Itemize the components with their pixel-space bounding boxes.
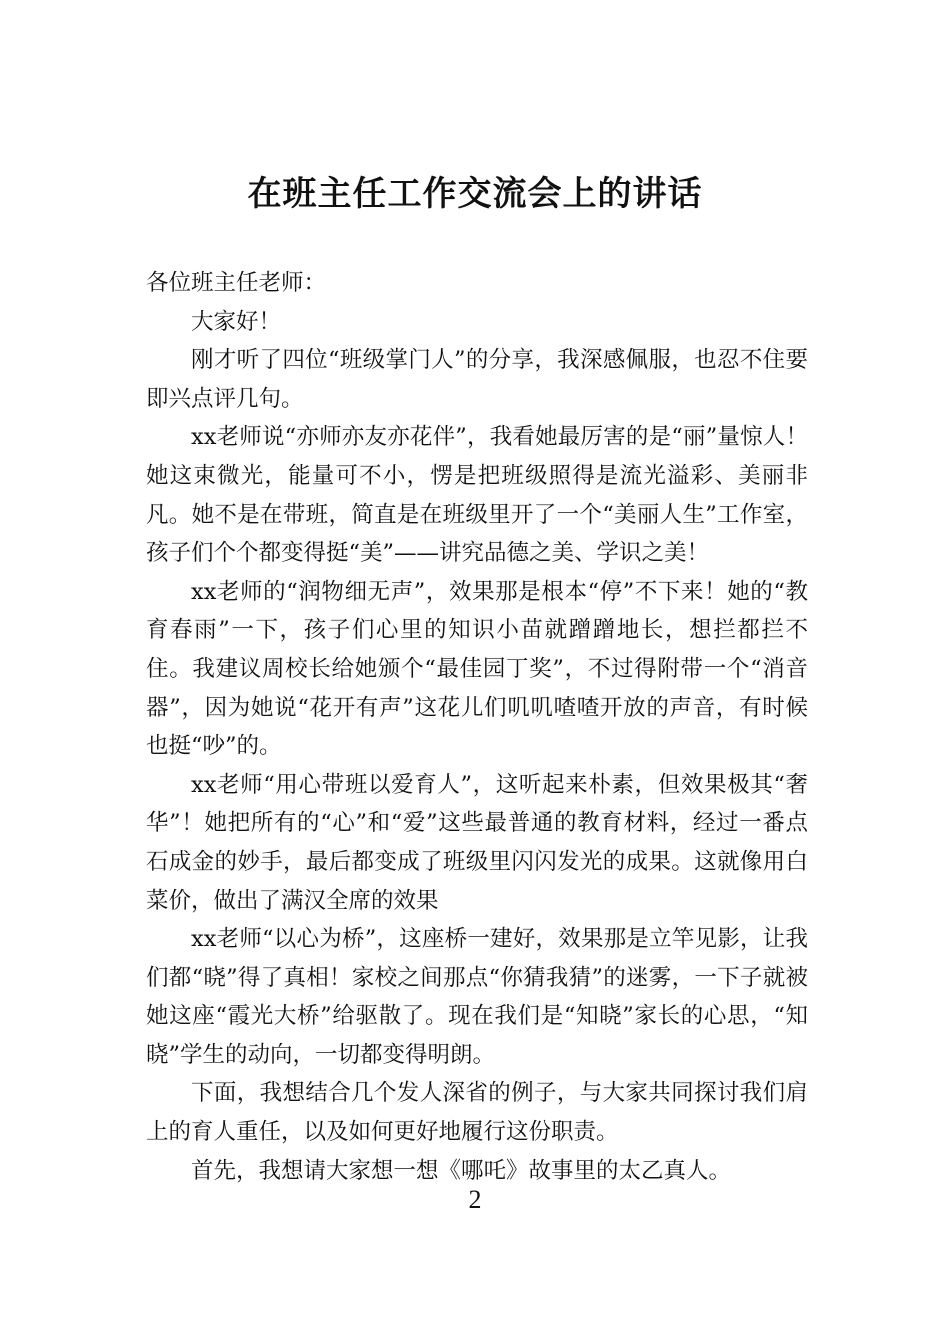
paragraph-first-point: 首先，我想请大家想一想《哪吒》故事里的太乙真人。 xyxy=(191,1157,732,1184)
paragraph-teacher-4: xx老师“以心为桥”，这座桥一建好，效果那是立竿见影，让我们都“晓”得了真相！家校之间那点“你猜我猜”的迷雾，一下子就被她这座“霞光大桥”给驱散了。现在我们是“知晓”家长的心思，“知晓”学生的动向，一切都变得明朗。 xyxy=(146,926,808,1068)
paragraph-intro: 刚才听了四位“班级掌门人”的分享，我深感佩服，也忍不住要即兴点评几句。 xyxy=(146,347,808,412)
paragraph-teacher-3: xx老师“用心带班以爱育人”，这听起来朴素，但效果极其“奢华”！她把所有的“心”和“爱”这些最普通的教育材料，经过一番点石成金的妙手，最后都变成了班级里闪闪发光的成果。这就像用白菜价，做出了满汉全席的效果 xyxy=(146,771,808,914)
paragraph-greeting: 大家好！ xyxy=(191,308,282,335)
page-number: 2 xyxy=(468,1185,482,1214)
paragraph-teacher-1: xx老师说“亦师亦友亦花伴”，我看她最厉害的是“丽”量惊人！她这束微光，能量可不小，愣是把班级照得是流光溢彩、美丽非凡。她不是在带班，简直是在班级里开了一个“美丽人生”工作室，孩子们个个都变得挺“美”——讲究品德之美、学识之美！ xyxy=(146,424,808,567)
paragraph-teacher-2: xx老师的“润物细无声”，效果那是根本“停”不下来！她的“教育春雨”一下，孩子们心里的知识小苗就蹭蹭地长，想拦都拦不住。我建议周校长给她颁个“最佳园丁奖”，不过得附带一个“消音器”，因为她说“花开有声”这花儿们叽叽喳喳开放的声音，有时候也挺“吵”的。 xyxy=(146,578,808,760)
document-body xyxy=(146,264,808,1190)
salutation: 各位班主任老师： xyxy=(146,270,327,296)
document-title: 在班主任工作交流会上的讲话 xyxy=(247,174,703,214)
paragraph-transition: 下面，我想结合几个发人深省的例子，与大家共同探讨我们肩上的育人重任，以及如何更好地履行这份职责。 xyxy=(146,1080,808,1146)
